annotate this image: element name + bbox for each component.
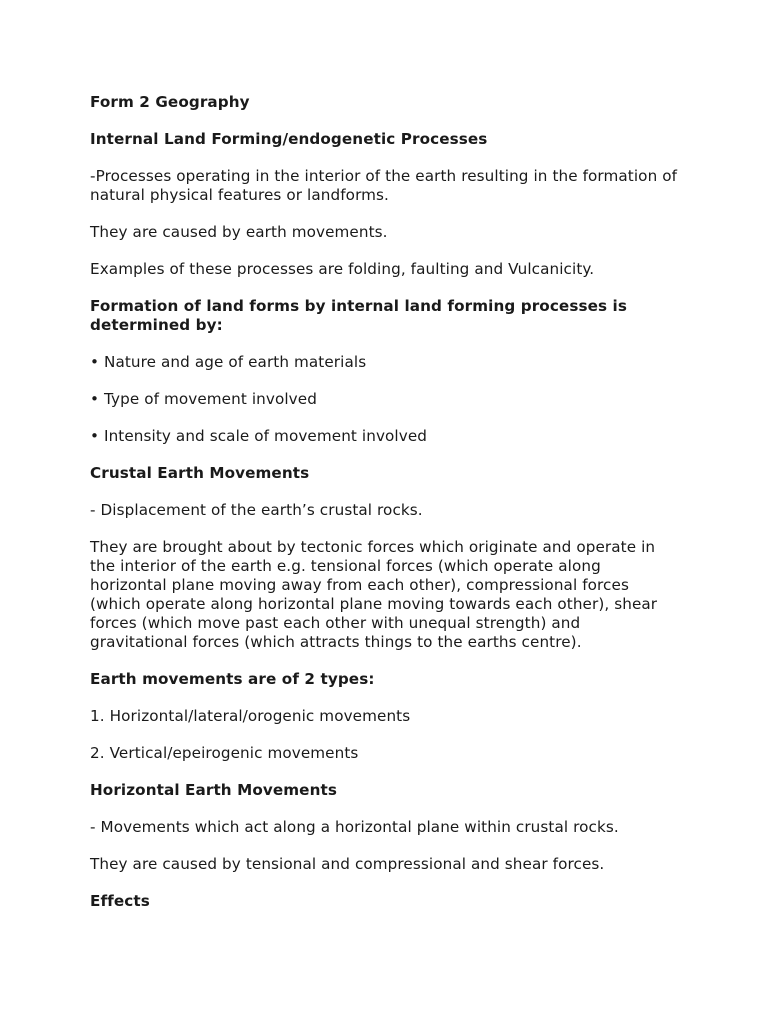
document-page (90, 93, 680, 929)
crustal-definition: - Displacement of the earth’s crustal rocks. (90, 501, 423, 519)
cause-paragraph: They are caused by earth movements. (90, 223, 388, 241)
crustal-heading: Crustal Earth Movements (90, 464, 310, 482)
definition-paragraph: -Processes operating in the interior of the earth resulting in the formation of natural physical features or landforms. (90, 167, 678, 204)
bullet-item: • Nature and age of earth materials (90, 353, 367, 371)
type-item: 2. Vertical/epeirogenic movements (90, 744, 359, 762)
crustal-paragraph: They are brought about by tectonic forces which originate and operate in the interior of the earth e.g. tensional forces (which operate along horizontal plane moving away from each other), compressional forces (which operate along horizontal plane moving towards each other), shear forces (which move past each other with unequal strength) and gravitational forces (which attracts things to the earths centre). (90, 538, 658, 651)
examples-paragraph: Examples of these processes are folding, faulting and Vulcanicity. (90, 260, 595, 278)
bullet-item: • Type of movement involved (90, 390, 317, 408)
document-title: Internal Land Forming/endogenetic Processes (90, 130, 488, 148)
document-header: Form 2 Geography (90, 93, 250, 111)
formation-heading: Formation of land forms by internal land forming processes is determined by: (90, 297, 627, 334)
horizontal-heading: Horizontal Earth Movements (90, 781, 337, 799)
effects-heading: Effects (90, 892, 150, 910)
types-heading: Earth movements are of 2 types: (90, 670, 375, 688)
horizontal-cause: They are caused by tensional and compressional and shear forces. (90, 855, 605, 873)
bullet-item: • Intensity and scale of movement involved (90, 427, 428, 445)
type-item: 1. Horizontal/lateral/orogenic movements (90, 707, 411, 725)
horizontal-definition: - Movements which act along a horizontal plane within crustal rocks. (90, 818, 619, 836)
